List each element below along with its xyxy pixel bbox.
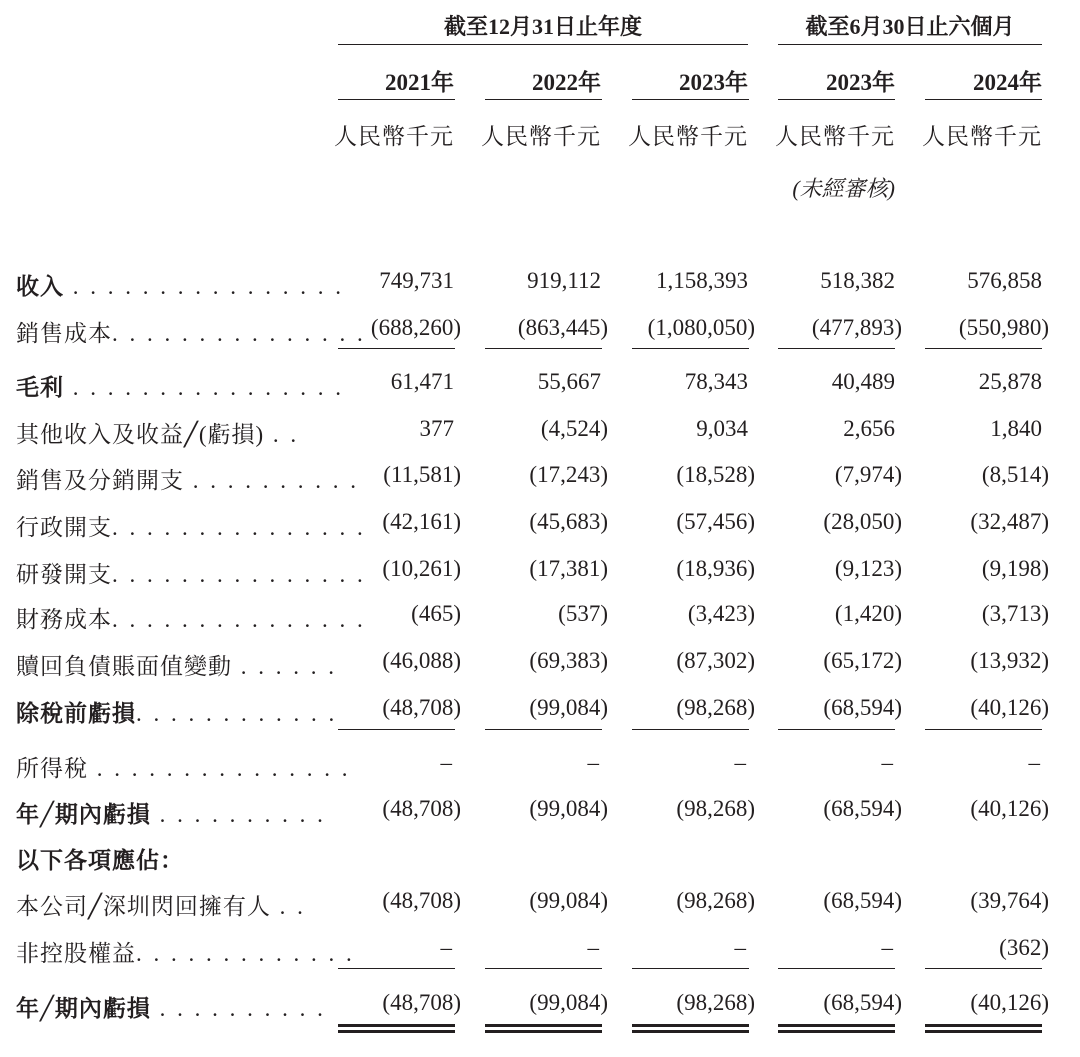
value-cell: (10,261)	[382, 556, 461, 581]
value-cell: (46,088)	[382, 648, 461, 673]
value-cell: (1,080,050)	[647, 315, 755, 340]
value-cell: (98,268)	[676, 796, 755, 821]
currency-unit-header: 人民幣千元	[628, 124, 748, 149]
leader-dots: . . . . . . . . . .	[150, 996, 326, 1021]
subtotal-rule	[632, 968, 749, 969]
value-cell: (13,932)	[970, 648, 1049, 673]
leader-dots: . . . . . . . . . . . . . . .	[112, 607, 366, 632]
year-header: 2023年	[826, 70, 895, 95]
value-cell: 9,034	[696, 416, 748, 441]
total-double-rule	[632, 1024, 749, 1033]
subtotal-rule	[632, 729, 749, 730]
value-cell: (98,268)	[676, 990, 755, 1015]
value-cell: (68,594)	[823, 990, 902, 1015]
year-header: 2022年	[532, 70, 601, 95]
currency-unit-header: 人民幣千元	[334, 124, 454, 149]
header-group-rule	[338, 44, 748, 45]
row-label-text: 以下各項應佔：	[16, 848, 184, 873]
value-cell: –	[440, 750, 452, 775]
header-group-rule	[778, 44, 1042, 45]
year-header: 2021年	[385, 70, 454, 95]
value-cell: 40,489	[831, 369, 895, 394]
value-cell: (39,764)	[970, 888, 1049, 913]
subtotal-rule	[338, 729, 455, 730]
row-label-text: 收入	[16, 274, 64, 299]
row-label-text: 所得稅	[16, 756, 88, 781]
value-cell: (48,708)	[382, 796, 461, 821]
value-cell: (57,456)	[676, 509, 755, 534]
row-label	[16, 842, 184, 875]
subtotal-rule	[925, 729, 1042, 730]
value-cell: (18,528)	[676, 462, 755, 487]
total-double-rule	[778, 1024, 895, 1033]
currency-unit-header: 人民幣千元	[775, 124, 895, 149]
value-cell: (42,161)	[382, 509, 461, 534]
value-cell: (9,198)	[981, 556, 1049, 581]
year-header-rule	[485, 99, 602, 100]
leader-dots: . . . . . . . . . . . . . . .	[112, 515, 366, 540]
row-label	[16, 648, 337, 681]
leader-dots: . .	[264, 422, 300, 447]
value-cell: (3,423)	[687, 601, 755, 626]
value-cell: 576,858	[967, 268, 1042, 293]
value-cell: (99,084)	[529, 796, 608, 821]
row-label	[16, 416, 299, 449]
row-label	[16, 750, 351, 783]
value-cell: (98,268)	[676, 695, 755, 720]
value-cell: (99,084)	[529, 888, 608, 913]
value-cell: –	[587, 935, 599, 960]
value-cell: (537)	[558, 601, 608, 626]
row-label-text: 銷售及分銷開支	[16, 468, 184, 493]
leader-dots: . . . . . . . . . . . . . . .	[112, 562, 366, 587]
value-cell: (1,420)	[834, 601, 902, 626]
value-cell: (40,126)	[970, 695, 1049, 720]
leader-dots: . . . . . . . . . . . . . . . .	[64, 274, 344, 299]
value-cell: (477,893)	[811, 315, 902, 340]
value-cell: (3,713)	[981, 601, 1049, 626]
leader-dots: . . . . . . . . . . . . . . .	[88, 756, 351, 781]
value-cell: (68,594)	[823, 888, 902, 913]
value-cell: 1,840	[990, 416, 1042, 441]
unaudited-note: (未經審核)	[792, 176, 895, 201]
value-cell: (32,487)	[970, 509, 1049, 534]
row-label-text: 非控股權益	[16, 941, 136, 966]
header-year-ended: 截至12月31日止年度	[443, 14, 642, 39]
leader-dots: . . . . . . . . . .	[184, 468, 359, 493]
value-cell: (40,126)	[970, 990, 1049, 1015]
total-double-rule	[925, 1024, 1042, 1033]
subtotal-rule	[925, 968, 1042, 969]
value-cell: (17,243)	[529, 462, 608, 487]
year-header-rule	[925, 99, 1042, 100]
value-cell: (9,123)	[834, 556, 902, 581]
value-cell: 518,382	[820, 268, 895, 293]
row-label-text: 年╱期內虧損	[16, 802, 151, 827]
year-header-rule	[632, 99, 749, 100]
subtotal-rule	[338, 968, 455, 969]
subtotal-rule	[925, 348, 1042, 349]
value-cell: (863,445)	[517, 315, 608, 340]
row-label	[16, 888, 306, 921]
row-label	[16, 268, 344, 301]
leader-dots: . . . . . . . . . . . . . . . .	[64, 375, 344, 400]
row-label	[16, 369, 344, 402]
value-cell: (17,381)	[529, 556, 608, 581]
value-cell: (11,581)	[383, 462, 461, 487]
value-cell: (40,126)	[970, 796, 1049, 821]
value-cell: (8,514)	[981, 462, 1049, 487]
row-label-text: 行政開支	[16, 515, 112, 540]
header-six-months: 截至6月30日止六個月	[805, 14, 1015, 39]
leader-dots: . . . . . . . . . . . .	[136, 701, 338, 726]
value-cell: 2,656	[843, 416, 895, 441]
value-cell: (48,708)	[382, 695, 461, 720]
value-cell: –	[881, 935, 893, 960]
row-label-text: 研發開支	[16, 562, 112, 587]
value-cell: 78,343	[684, 369, 748, 394]
currency-unit-header: 人民幣千元	[481, 124, 601, 149]
leader-dots: . . . . . .	[232, 654, 337, 679]
value-cell: –	[1028, 750, 1040, 775]
subtotal-rule	[778, 348, 895, 349]
subtotal-rule	[485, 968, 602, 969]
value-cell: (362)	[999, 935, 1049, 960]
value-cell: 61,471	[390, 369, 454, 394]
value-cell: (68,594)	[823, 796, 902, 821]
value-cell: (465)	[411, 601, 461, 626]
row-label	[16, 462, 359, 495]
value-cell: (98,268)	[676, 888, 755, 913]
subtotal-rule	[485, 348, 602, 349]
leader-dots: . . . . . . . . . . . . .	[136, 941, 355, 966]
row-label	[16, 796, 326, 829]
currency-unit-header: 人民幣千元	[922, 124, 1042, 149]
value-cell: 25,878	[978, 369, 1042, 394]
leader-dots: . . . . . . . . . . . . . . .	[112, 321, 366, 346]
subtotal-rule	[778, 968, 895, 969]
value-cell: (65,172)	[823, 648, 902, 673]
year-header-rule	[778, 99, 895, 100]
year-header: 2023年	[679, 70, 748, 95]
year-header-rule	[338, 99, 455, 100]
value-cell: (4,524)	[540, 416, 608, 441]
row-label-text: 除稅前虧損	[16, 701, 136, 726]
value-cell: –	[881, 750, 893, 775]
value-cell: –	[734, 750, 746, 775]
row-label-text: 贖回負債賬面值變動	[16, 654, 232, 679]
row-label-text: 年╱期內虧損	[16, 996, 151, 1021]
value-cell: –	[587, 750, 599, 775]
row-label	[16, 695, 337, 728]
subtotal-rule	[778, 729, 895, 730]
value-cell: (87,302)	[676, 648, 755, 673]
value-cell: (48,708)	[382, 888, 461, 913]
value-cell: (550,980)	[958, 315, 1049, 340]
value-cell: (99,084)	[529, 990, 608, 1015]
row-label-text: 銷售成本	[16, 321, 112, 346]
value-cell: (688,260)	[370, 315, 461, 340]
value-cell: (99,084)	[529, 695, 608, 720]
value-cell: (45,683)	[529, 509, 608, 534]
value-cell: 377	[419, 416, 454, 441]
total-double-rule	[338, 1024, 455, 1033]
value-cell: (18,936)	[676, 556, 755, 581]
value-cell: 55,667	[537, 369, 601, 394]
value-cell: (48,708)	[382, 990, 461, 1015]
row-label-text: 毛利	[16, 375, 64, 400]
subtotal-rule	[632, 348, 749, 349]
value-cell: –	[734, 935, 746, 960]
row-label	[16, 990, 326, 1023]
row-label-text: 其他收入及收益╱(虧損)	[16, 422, 265, 447]
leader-dots: . . . . . . . . . .	[150, 802, 326, 827]
value-cell: (69,383)	[529, 648, 608, 673]
value-cell: 1,158,393	[656, 268, 748, 293]
value-cell: (7,974)	[834, 462, 902, 487]
year-header: 2024年	[973, 70, 1042, 95]
total-double-rule	[485, 1024, 602, 1033]
value-cell: (28,050)	[823, 509, 902, 534]
value-cell: –	[440, 935, 452, 960]
subtotal-rule	[485, 729, 602, 730]
leader-dots: . .	[270, 894, 306, 919]
value-cell: (68,594)	[823, 695, 902, 720]
subtotal-rule	[338, 348, 455, 349]
row-label-text: 財務成本	[16, 607, 112, 632]
value-cell: 749,731	[379, 268, 454, 293]
value-cell: 919,112	[527, 268, 601, 293]
row-label-text: 本公司╱深圳閃回擁有人	[16, 894, 271, 919]
